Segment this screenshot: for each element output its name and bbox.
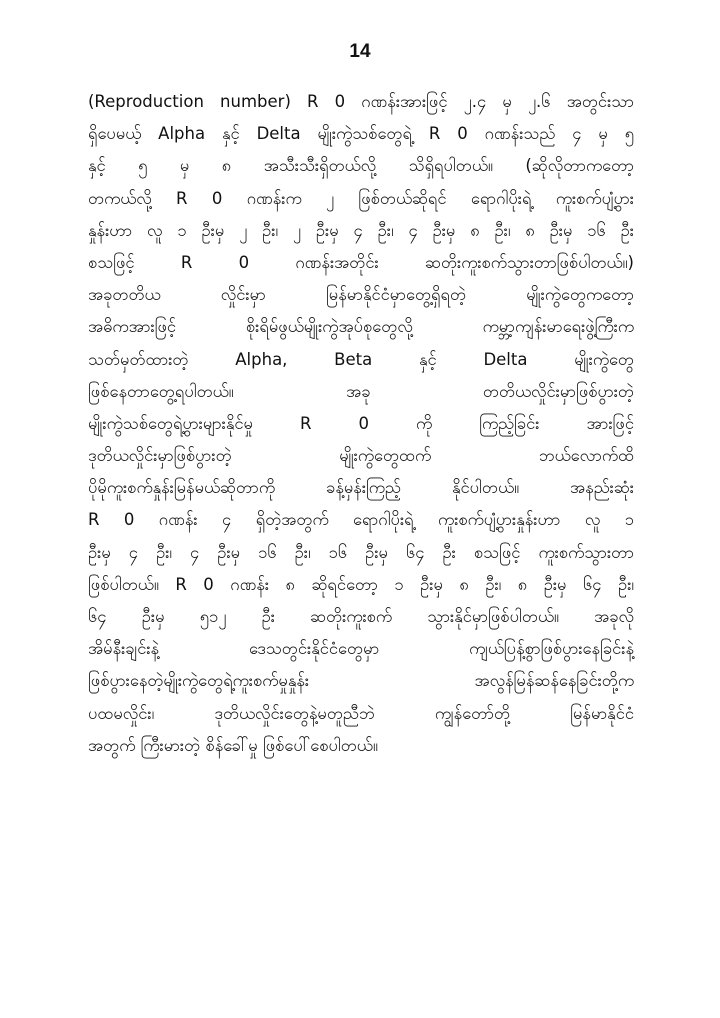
body-paragraph (88, 86, 634, 762)
text-line: ဖြစ်ပါတယ်။ R 0 ဂဏန်း ၈ ဆိုရင်တော့ ၁ ဦးမှ ၈ ဦး၊ ၈ ဦးမှ ၆၄ ဦး၊ (88, 574, 634, 594)
text-line: R 0 ဂဏန်း ၄ ရှိတဲ့အတွက် ရောဂါပိုးရဲ့ ကူးစက်ပျံ့ပွားနှုန်းဟာ လူ ၁ (88, 510, 634, 530)
text-line-last: အတွက် ကြီးမားတဲ့ စိန်ခေါ်မှု ဖြစ်ပေါ်စေပါတယ်။ (88, 735, 378, 755)
text-line: ပိုမိုကူးစက်နှုန်းမြန်မယ်ဆိုတာကို ခန့်မှန်းကြည့် နိုင်ပါတယ်။ အနည်းဆုံး (88, 478, 634, 498)
text-line: ၆၄ ဦးမှ ၅၁၂ ဦး ဆတိုးကူးစက် သွားနိုင်မှာဖြစ်ပါတယ်။ အခုလို (88, 607, 634, 626)
text-line: မျိုးကွဲသစ်တွေရဲ့ပွားများနိုင်မှု R 0 ကို ကြည့်ခြင်း အားဖြင့် (88, 413, 634, 433)
text-line: ဖြစ်ပွားနေတဲ့မျိုးကွဲတွေရဲ့ကူးစက်မှုနှုန်း အလွန်မြန်ဆန်နေခြင်းတို့က (88, 671, 634, 691)
text-line: စသဖြင့် R 0 ဂဏန်းအတိုင်း ဆတိုးကူးစက်သွားတာဖြစ်ပါတယ်။) (88, 252, 634, 272)
page-number: 14 (349, 41, 371, 62)
text-line: အဓိကအားဖြင့် စိုးရိမ်ဖွယ်မျိုးကွဲအုပ်စုတွေလို့ ကမ္ဘာ့ကျန်းမာရေးဖွဲ့ကြီးက (88, 317, 634, 337)
text-line: တကယ်လို့ R 0 ဂဏန်းက ၂ ဖြစ်တယ်ဆိုရင် ရောဂါပိုးရဲ့ ကူးစက်ပျံ့ပွား (88, 188, 634, 208)
text-line: ရှိပေမယ့် Alpha နှင့် Delta မျိုးကွဲသစ်တွေရဲ့ R 0 ဂဏန်းသည် ၄ မှ ၅ (88, 124, 634, 144)
text-line: ဒုတိယလှိုင်းမှာဖြစ်ပွားတဲ့ မျိုးကွဲတွေထက် ဘယ်လောက်ထိ (88, 446, 634, 466)
text-line: အိမ်နီးချင်းနဲ့ ဒေသတွင်းနိုင်ငံတွေမှာ ကျယ်ပြန့်စွာဖြစ်ပွားနေခြင်းနဲ့ (88, 639, 634, 659)
text-line: ပထမလှိုင်း၊ ဒုတိယလှိုင်းတွေနဲ့မတူညီဘဲ ကျွန်တော်တို့ မြန်မာနိုင်ငံ (88, 703, 634, 723)
text-line: (Reproduction number) R 0 ဂဏန်းအားဖြင့် ၂.၄ မှ ၂.၆ အတွင်းသာ (88, 92, 634, 111)
text-line: နှင့် ၅ မှ ၈ အသီးသီးရှိတယ်လို့ သိရှိရပါတယ်။ (ဆိုလိုတာကတော့ (88, 156, 634, 176)
text-line: သတ်မှတ်ထားတဲ့ Alpha, Beta နှင့် Delta မျိုးကွဲတွေ (88, 349, 634, 369)
text-line: ဖြစ်နေတာတွေ့ရပါတယ်။ အခု တတိယလှိုင်းမှာဖြစ်ပွားတဲ့ (88, 381, 634, 401)
text-line: အခုတတိယ လှိုင်းမှာ မြန်မာနိုင်ငံမှာတွေ့ရှိရတဲ့ မျိုးကွဲတွေကတော့ (88, 285, 634, 305)
text-line: နှုန်းဟာ လူ ၁ ဦးမှ ၂ ဦး၊ ၂ ဦးမှ ၄ ဦး၊ ၄ ဦးမှ ၈ ဦး၊ ၈ ဦးမှ ၁၆ ဦး (88, 220, 634, 240)
text-line: ဦးမှ ၄ ဦး၊ ၄ ဦးမှ ၁၆ ဦး၊ ၁၆ ဦးမှ ၆၄ ဦး စသဖြင့် ကူးစက်သွားတာ (88, 542, 634, 562)
